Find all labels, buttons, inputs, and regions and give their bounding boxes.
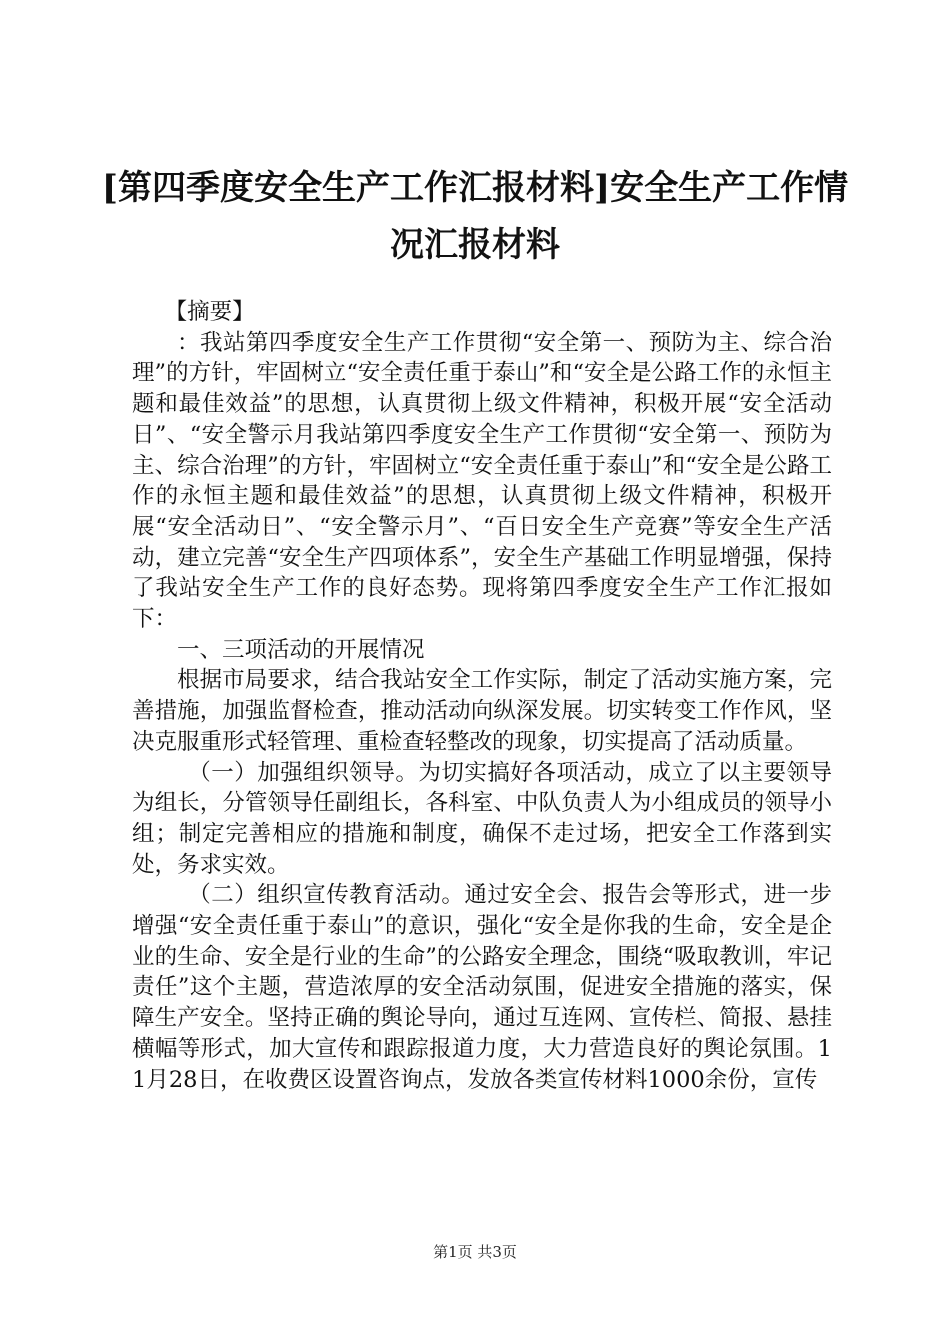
body-paragraph: 根据市局要求，结合我站安全工作实际，制定了活动实施方案，完善措施，加强监督检查，推动活动向纵深发展。切实转变工作作风，坚决克服重形式轻管理、重检查轻整改的现象，切实提高了活动质量。 — [132, 667, 832, 755]
abstract-paragraph: ：我站第四季度安全生产工作贯彻“安全第一、预防为主、综合治理”的方针，牢固树立“安全责任重于泰山”和“安全是公路工作的永恒主题和最佳效益”的思想，认真贯彻上级文件精神，积极开展“安全活动日”、“安全警示月我站第四季度安全生产工作贯彻“安全第一、预防为主、综合治理”的方针，牢固树立“安全责任重于泰山”和“安全是公路工作的永恒主题和最佳效益”的思想，认真贯彻上级文件精神，积极开展“安全活动日”、“安全警示月”、“百日安全生产竞赛”等安全生产活动，建立完善“安全生产四项体系”，安全生产基础工作明显增强，保持了我站安全生产工作的良好态势。现将第四季度安全生产工作汇报如下： — [132, 329, 832, 633]
page-footer: 第1页 共3页 — [433, 1243, 517, 1261]
body-paragraph: （二）组织宣传教育活动。通过安全会、报告会等形式，进一步增强“安全责任重于泰山”的意识，强化“安全是你我的生命，安全是企业的生命、安全是行业的生命”的公路安全理念，围绕“吸取教训，牢记责任”这个主题，营造浓厚的安全活动氛围，促进安全措施的落实，保障生产安全。坚持正确的舆论导向，通过互连网、宣传栏、简报、悬挂横幅等形式，加大宣传和跟踪报道力度，大力营造良好的舆论氛围。11月28日，在收费区设置咨询点，发放各类宣传材料1000余份，宣传 — [132, 882, 832, 1093]
section-heading: 一、三项活动的开展情况 — [177, 636, 425, 663]
document-body — [132, 297, 832, 1095]
body-paragraph: （一）加强组织领导。为切实搞好各项活动，成立了以主要领导为组长，分管领导任副组长，各科室、中队负责人为小组成员的领导小组；制定完善相应的措施和制度，确保不走过场，把安全工作落到实处，务求实效。 — [132, 759, 832, 878]
document-title: [第四季度安全生产工作汇报材料]安全生产工作情况汇报材料 — [101, 168, 849, 265]
abstract-label: 【摘要】 — [164, 299, 255, 325]
